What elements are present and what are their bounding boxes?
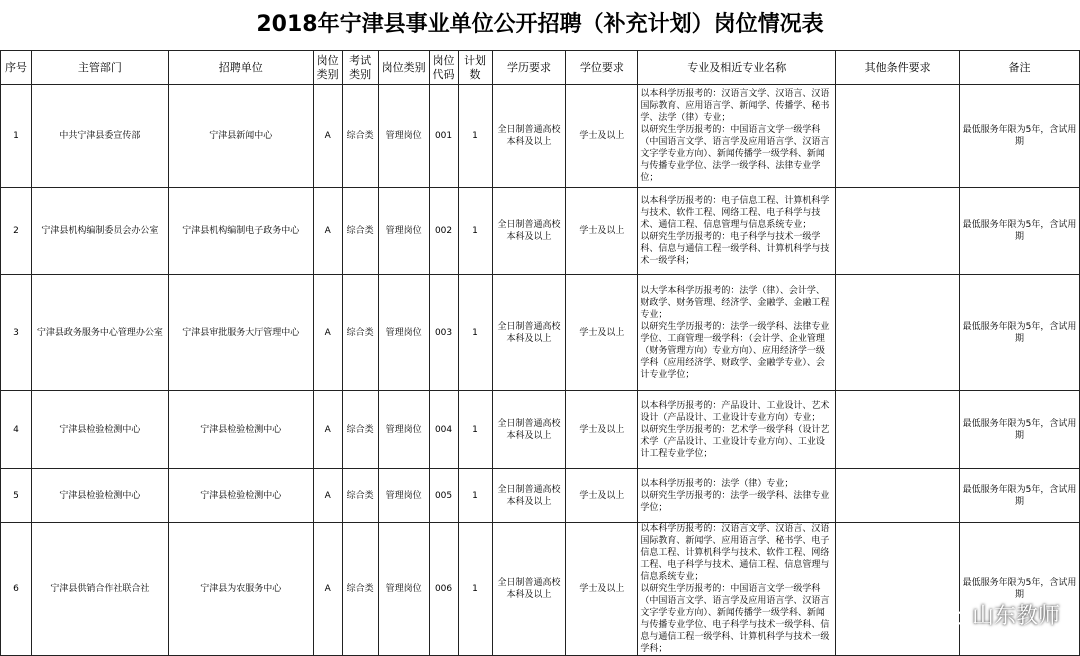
cell-major: [638, 391, 836, 469]
col-header: 备注: [960, 51, 1080, 85]
cell-education: 全日制普通高校本科及以上: [492, 469, 566, 523]
cell-education: 全日制普通高校本科及以上: [492, 188, 566, 275]
cell-count: 1: [458, 469, 492, 523]
cell-other: [836, 523, 960, 656]
cell-degree: 学士及以上: [566, 275, 638, 391]
cell-exam: 综合类: [342, 85, 378, 188]
cell-code: 005: [429, 469, 458, 523]
cell-other: [836, 469, 960, 523]
cell-remark: 最低服务年限为5年，含试用期: [960, 85, 1080, 188]
cell-remark: 最低服务年限为5年，含试用期: [960, 469, 1080, 523]
cell-other: [836, 85, 960, 188]
cell-degree: 学士及以上: [566, 85, 638, 188]
cell-degree: 学士及以上: [566, 391, 638, 469]
col-header: 专业及相近专业名称: [638, 51, 836, 85]
watermark-text: 山东教师: [971, 604, 1060, 629]
major-line: 以本科学历报考的：汉语言文学、汉语言、汉语国际教育、新闻学、应用语言学、秘书学、电子信息工程、计算机科学与技术、软件工程、网络工程、电子科学与技术、通信工程、信息管理与信息系统专业；: [640, 524, 830, 582]
cell-unit: 宁津县检验检测中心: [168, 469, 313, 523]
cell-no: 6: [1, 523, 32, 656]
cell-other: [836, 275, 960, 391]
cell-degree: 学士及以上: [566, 188, 638, 275]
cell-count: 1: [458, 391, 492, 469]
cell-code: 002: [429, 188, 458, 275]
cell-count: 1: [458, 275, 492, 391]
cell-unit: 宁津县检验检测中心: [168, 391, 313, 469]
major-line: 以研究生学历报考的：中国语言文学一级学科（中国语言文学、语言学及应用语言学、汉语言文字学专业方向）、新闻传播学一级学科、新闻与传播专业学位、法学一级学科、法律专业学位；: [640, 125, 830, 183]
cell-unit: 宁津县为农服务中心: [168, 523, 313, 656]
col-header: 学位要求: [566, 51, 638, 85]
table-row: [1, 188, 1080, 275]
cell-post-type: 管理岗位: [378, 391, 429, 469]
cell-category: A: [313, 391, 342, 469]
cell-major: [638, 275, 836, 391]
cell-major: [638, 85, 836, 188]
col-header: 其他条件要求: [836, 51, 960, 85]
table-row: [1, 469, 1080, 523]
major-line: 以研究生学历报考的：艺术学一级学科（设计艺术学（产品设计、工业设计专业方向）、工业设计工程专业学位；: [640, 424, 830, 459]
major-line: 以研究生学历报考的：中国语言文学一级学科（中国语言文学、语言学及应用语言学、汉语言文字学专业方向）、新闻传播学一级学科、新闻与传播专业学位、电子科学与技术一级学科、信息与通信工程一级学科、计算机科学与技术一级学科；: [640, 584, 830, 654]
cell-code: 001: [429, 85, 458, 188]
cell-education: 全日制普通高校本科及以上: [492, 85, 566, 188]
cell-remark: 最低服务年限为5年，含试用期: [960, 188, 1080, 275]
col-header: 序号: [1, 51, 32, 85]
cell-code: 004: [429, 391, 458, 469]
cell-education: 全日制普通高校本科及以上: [492, 523, 566, 656]
col-header: 计划数: [458, 51, 492, 85]
cell-major: [638, 469, 836, 523]
cell-unit: 宁津县审批服务大厅管理中心: [168, 275, 313, 391]
col-header: 招聘单位: [168, 51, 313, 85]
cell-category: A: [313, 188, 342, 275]
major-line: 以本科学历报考的：汉语言文学、汉语言、汉语国际教育、应用语言学、新闻学、传播学、秘书学、法学（律）专业；: [640, 89, 830, 123]
cell-major: [638, 523, 836, 656]
cell-count: 1: [458, 188, 492, 275]
table-row: [1, 391, 1080, 469]
cell-unit: 宁津县新闻中心: [168, 85, 313, 188]
cell-major: [638, 188, 836, 275]
major-line: 以本科学历报考的：法学（律）专业；: [640, 478, 794, 489]
cell-degree: 学士及以上: [566, 523, 638, 656]
cell-no: 3: [1, 275, 32, 391]
col-header: 岗位类别: [378, 51, 429, 85]
cell-dept: 宁津县检验检测中心: [31, 391, 168, 469]
cell-code: 006: [429, 523, 458, 656]
cell-exam: 综合类: [342, 523, 378, 656]
cell-category: A: [313, 469, 342, 523]
cell-education: 全日制普通高校本科及以上: [492, 391, 566, 469]
cell-unit: 宁津县机构编制电子政务中心: [168, 188, 313, 275]
cell-no: 2: [1, 188, 32, 275]
cell-no: 5: [1, 469, 32, 523]
cell-remark: 最低服务年限为5年，含试用期: [960, 391, 1080, 469]
cell-other: [836, 391, 960, 469]
cell-remark: 最低服务年限为5年，含试用期: [960, 275, 1080, 391]
cell-category: A: [313, 523, 342, 656]
table-row: [1, 523, 1080, 656]
col-header: 主管部门: [31, 51, 168, 85]
wechat-icon: [934, 603, 966, 627]
cell-dept: 宁津县机构编制委员会办公室: [31, 188, 168, 275]
watermark: [934, 599, 1060, 630]
cell-no: 1: [1, 85, 32, 188]
table-row: [1, 85, 1080, 188]
cell-exam: 综合类: [342, 275, 378, 391]
major-line: 以研究生学历报考的：法学一级学科、法律专业学位；: [640, 490, 830, 513]
cell-exam: 综合类: [342, 469, 378, 523]
col-header: 岗位代码: [429, 51, 458, 85]
major-line: 以大学本科学历报考的：法学（律）、会计学、财政学、财务管理、经济学、金融学、金融工程专业；: [640, 285, 830, 320]
cell-degree: 学士及以上: [566, 469, 638, 523]
major-line: 以研究生学历报考的：电子科学与技术一级学科、信息与通信工程一级学科、计算机科学与技术一级学科；: [640, 232, 830, 266]
major-line: 以本科学历报考的：产品设计、工业设计、艺术设计（产品设计、工业设计专业方向）专业；: [640, 400, 830, 423]
col-header: 学历要求: [492, 51, 566, 85]
major-line: 以研究生学历报考的：法学一级学科、法律专业学位、工商管理一级学科：（会计学、企业管理（财务管理方向）专业方向）、应用经济学一级学科（应用经济学、财政学、金融学专业）、会计专业学位；: [640, 321, 830, 380]
page-title: 2018年宁津县事业单位公开招聘（补充计划）岗位情况表: [256, 12, 824, 37]
major-line: 以本科学历报考的：电子信息工程、计算机科学与技术、软件工程、网络工程、电子科学与技术、通信工程、信息管理与信息系统专业；: [640, 196, 830, 230]
cell-dept: 宁津县供销合作社联合社: [31, 523, 168, 656]
cell-dept: 中共宁津县委宣传部: [31, 85, 168, 188]
cell-exam: 综合类: [342, 391, 378, 469]
cell-code: 003: [429, 275, 458, 391]
cell-post-type: 管理岗位: [378, 275, 429, 391]
cell-post-type: 管理岗位: [378, 188, 429, 275]
cell-category: A: [313, 275, 342, 391]
cell-exam: 综合类: [342, 188, 378, 275]
cell-count: 1: [458, 85, 492, 188]
cell-post-type: 管理岗位: [378, 469, 429, 523]
cell-other: [836, 188, 960, 275]
table-row: [1, 275, 1080, 391]
cell-category: A: [313, 85, 342, 188]
cell-post-type: 管理岗位: [378, 85, 429, 188]
col-header: 岗位类别: [313, 51, 342, 85]
cell-no: 4: [1, 391, 32, 469]
cell-remark: 最低服务年限为5年，含试用期: [960, 523, 1080, 656]
cell-dept: 宁津县检验检测中心: [31, 469, 168, 523]
cell-dept: 宁津县政务服务中心管理办公室: [31, 275, 168, 391]
positions-table: [0, 50, 1080, 656]
col-header: 考试类别: [342, 51, 378, 85]
cell-count: 1: [458, 523, 492, 656]
cell-post-type: 管理岗位: [378, 523, 429, 656]
header-row: [1, 51, 1080, 85]
cell-education: 全日制普通高校本科及以上: [492, 275, 566, 391]
